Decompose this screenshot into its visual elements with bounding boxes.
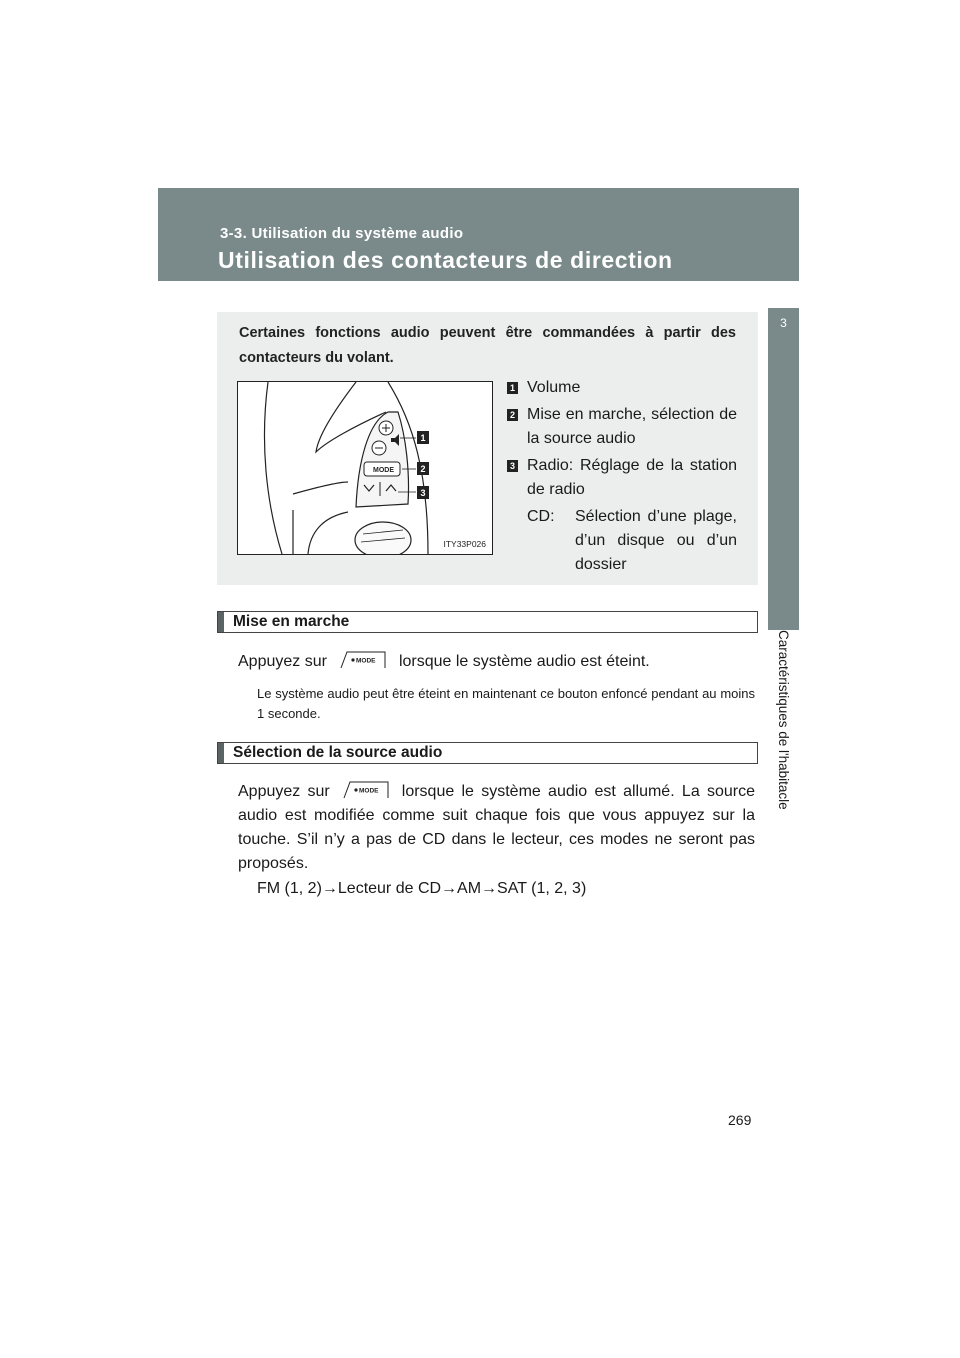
legend-marker: 2 bbox=[507, 409, 518, 421]
steering-switch-figure bbox=[237, 381, 493, 555]
power-instruction bbox=[238, 650, 755, 674]
mode-button-icon bbox=[342, 780, 390, 800]
instruction-prefix: Appuyez sur bbox=[238, 783, 330, 800]
callout-3 bbox=[417, 486, 429, 499]
mode-button-icon bbox=[339, 650, 387, 670]
subheading-text: Mise en marche bbox=[233, 613, 350, 630]
intro-box bbox=[217, 312, 758, 585]
source-sequence: FM (1, 2)→Lecteur de CD→AM→SAT (1, 2, 3) bbox=[257, 880, 587, 897]
legend-item-power bbox=[507, 403, 737, 451]
chapter-tab bbox=[768, 308, 799, 630]
instruction-suffix: lorsque le système audio est allumé. La source audio est modifiée comme suit chaque fois que vous appuyez sur la touche. S’il n’y a pas de CD dans le lecteur, ces modes ne seront pas proposés. bbox=[238, 783, 756, 872]
subheading-text: Sélection de la source audio bbox=[233, 744, 443, 761]
legend-item-cd bbox=[507, 505, 737, 577]
subheading-power bbox=[217, 611, 758, 633]
legend bbox=[507, 376, 737, 577]
legend-marker: 1 bbox=[507, 382, 518, 394]
intro-text: Certaines fonctions audio peuvent être commandées à partir des contacteurs du volant. bbox=[239, 325, 736, 366]
subheading-source bbox=[217, 742, 758, 764]
section-label: 3-3. Utilisation du système audio bbox=[220, 225, 464, 242]
chapter-number: 3 bbox=[780, 316, 787, 330]
legend-text: Mise en marche, sélection de la source audio bbox=[527, 406, 737, 447]
subheading-bar bbox=[218, 612, 224, 632]
svg-text:MODE: MODE bbox=[355, 657, 376, 665]
legend-cd-text: Sélection d’une plage, d’un disque ou d’un dossier bbox=[575, 508, 737, 573]
callout-1 bbox=[417, 431, 429, 444]
instruction-suffix: lorsque le système audio est éteint. bbox=[398, 653, 650, 670]
chapter-tab-label-wrap bbox=[768, 630, 799, 840]
page-title: Utilisation des contacteurs de direction bbox=[218, 247, 673, 273]
legend-item-tuning bbox=[507, 454, 737, 502]
page-number: 269 bbox=[728, 1112, 752, 1128]
legend-marker: 3 bbox=[507, 460, 518, 472]
figure-code: ITY33P026 bbox=[443, 539, 486, 549]
svg-text:2: 2 bbox=[420, 464, 426, 474]
legend-text: Volume bbox=[527, 379, 581, 396]
legend-cd-prefix: CD: bbox=[527, 508, 555, 525]
chapter-tab-label: Caractéristiques de l'habitacle bbox=[776, 630, 791, 810]
legend-item-volume bbox=[507, 376, 737, 400]
figure-mode-label: MODE bbox=[373, 467, 394, 474]
subheading-bar bbox=[218, 743, 224, 763]
chapter-header bbox=[158, 188, 799, 281]
source-instruction bbox=[238, 780, 755, 876]
svg-text:MODE: MODE bbox=[358, 787, 379, 795]
steering-switch-illustration bbox=[238, 382, 492, 554]
callout-2 bbox=[417, 462, 429, 475]
power-note: Le système audio peut être éteint en maintenant ce bouton enfoncé pendant au moins 1 seconde. bbox=[257, 686, 755, 721]
instruction-prefix: Appuyez sur bbox=[238, 653, 327, 670]
svg-text:1: 1 bbox=[420, 433, 426, 443]
legend-text: Radio: Réglage de la station de radio bbox=[527, 457, 737, 498]
svg-text:3: 3 bbox=[420, 488, 426, 498]
